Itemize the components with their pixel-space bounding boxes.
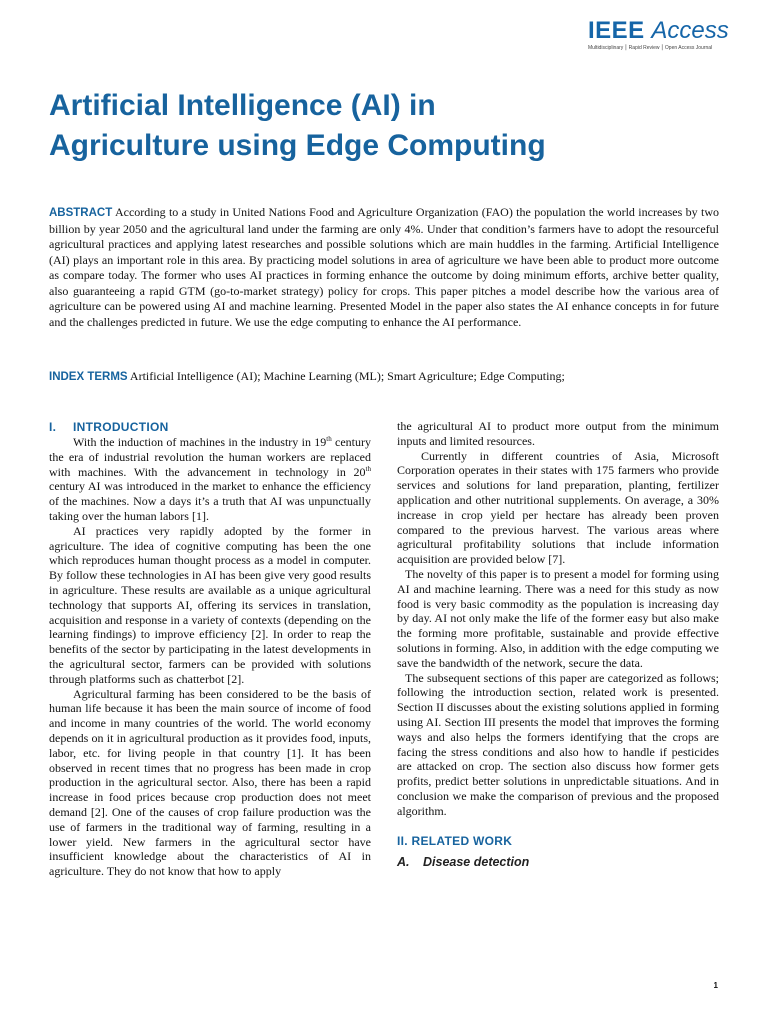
intro-paragraph-5: The novelty of this paper is to present a model for forming using AI and machine learning. There was a need for this study as now food is very basic commodity as the population is increasing day by day. AI not only make the life of the former easy but also make the forming more profitable, sustainable and provide effective solutions in forming. Also, in addition with the edge computing we save the bandwidth of the network, secure the data.	[397, 566, 719, 670]
index-terms-text: Artificial Intelligence (AI); Machine Learning (ML); Smart Agriculture; Edge Computing;	[127, 369, 565, 383]
intro-paragraph-3: Agricultural farming has been considered to be the basis of human life because it has been the main source of income of food and income in many countries of the world. The world economy depends on it in agricultural production as it provides food, inputs, labor, etc. for living people in that country [1]. It has been observed in recent times that no progress has been made in crop production in the agricultural sector. Also, there has been a rapid increase in food prices because crop production does not meet demand [2]. One of the causes of crop failure production was the use of farmers in the traditional way of farming, resulting in a lower yield. New farmers in the agricultural sector have insufficient knowledge about the characteristics of AI in agriculture. They do not know that how to apply	[49, 686, 371, 879]
page-number: 1	[713, 981, 718, 990]
abstract-label: ABSTRACT	[49, 207, 113, 219]
abstract-text: According to a study in United Nations Food and Agriculture Organization (FAO) the population the world increases by two billion by year 2050 and the agricultural land under the farming are only 4%. Under that condition’s farmers have to adopt the resourceful agricultural practices and applying latest researches and possible solutions which are main huddles in the farming. Artificial Intelligence (AI) plays an important role in this area. By practicing model solutions in area of agriculture we have been able to product more outcome as compare today. The former who uses AI practices in forming enhance the outcome by doing minimum efforts, archive better quality, also guaranteeing a rapid GTM (go-to-market strategy) policy for crops. This paper pitches a model describe how the various area of agriculture can be powered using AI and machine learning. Presented Model in the paper also states the AI enhance concepts in for future and the challenges predicted in future. We use the edge computing to enhance the AI performance.	[49, 205, 719, 329]
logo-wordmark: IEEE Access	[588, 17, 729, 44]
left-column	[49, 419, 371, 879]
subsection-heading-disease-detection: A. Disease detection	[397, 854, 530, 869]
intro-paragraph-3-continued: the agricultural AI to product more output from the minimum inputs and limited resources.	[397, 419, 719, 448]
section-heading-related-work: II. RELATED WORK	[397, 833, 513, 848]
intro-paragraph-1: With the induction of machines in the industry in 19th century the era of industrial revolution the human workers are replaced with machines. With the advancement in technology in 20th century AI was introduced in the market to enhance the efficiency of the machines. Now a days it’s a truth that AI was unpunctually taking over the human labors [1].	[49, 435, 371, 523]
index-terms-label: INDEX TERMS	[49, 371, 128, 383]
logo-tagline: Multidisciplinary ⎮ Rapid Review ⎮ Open Access Journal	[588, 45, 713, 51]
paper-title	[49, 86, 709, 166]
intro-paragraph-2: AI practices very rapidly adopted by the former in agriculture. The idea of cognitive computing has been the one which reproduces human thought process as a model in computer. By follow these technologies in AI has been give very good results in agriculture. These results are available as a unique agricultural technology that supports AI, offering its services in translation, acquisition and response in a variety of contexts (depending on the learning findings) to improve efficiency [2]. In order to reap the benefits of the sector by participating in the latest developments in the agricultural sector, farmers can be provided with solutions through platforms such as chatterbot [2].	[49, 523, 371, 686]
title-line-2: Agriculture using Edge Computing	[49, 129, 546, 162]
intro-paragraph-4: Currently in different countries of Asia, Microsoft Corporation operates in their states with 175 farmers who provide services and solutions for land preparation, planting, fertilizer application and other nutritional supplements. On average, a 30% increase in crop yield per hectare has already been proven compared to the previous harvest. The various areas where agricultural profitability solutions that include information acquisition are provided below [7].	[397, 448, 719, 567]
journal-logo	[588, 17, 729, 52]
section-heading-introduction: I. INTRODUCTION	[49, 420, 169, 434]
right-column	[397, 419, 719, 871]
abstract	[49, 205, 719, 330]
index-terms	[49, 369, 719, 386]
title-line-1: Artificial Intelligence (AI) in	[49, 89, 436, 122]
intro-paragraph-6: The subsequent sections of this paper are categorized as follows; following the introduction section, related work is presented. Section II discusses about the existing solutions applied in forming using AI. Section III presents the model that improves the forming ways and also helps the formers identifying that the crops are facing the stress conditions and also how to handle if pesticides are attacked on crop. The section also discuss how former gets profits, predict better solutions in unpredictable situations. And in conclusion we make the comparison of previous and the proposed algorithm.	[397, 670, 719, 818]
